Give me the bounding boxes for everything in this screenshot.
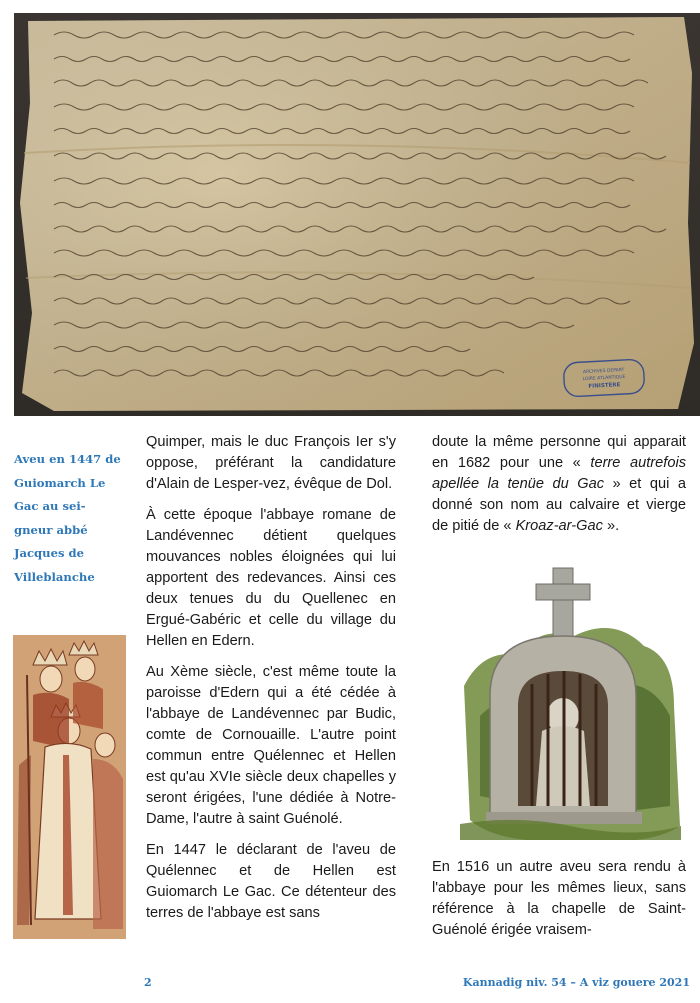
- caption-line: Villeblanche: [14, 569, 95, 584]
- text-run: » et qui a donné son nom au calvaire et vierge de pitié de «: [432, 476, 686, 534]
- stamp-line-2: LOIRE ATLANTIQUE: [582, 374, 626, 383]
- paragraph: Au Xème siècle, c'est même toute la paroisse d'Edern qui a été cédée à l'abbaye de Landévennec par Budic, comte de Cornouaille. L'autre point commun entre Quélennec et Hellen est qu'au XVIe siècle deux chapelles y seront érigées, l'une dédiée à Notre-Dame, l'autre à saint Guénolé.: [146, 664, 396, 827]
- fresco-image: [13, 635, 126, 939]
- caption-line: Aveu en 1447 de: [14, 452, 121, 466]
- text-column-middle: [146, 432, 396, 934]
- calvary-photo: [460, 566, 681, 840]
- stamp-line-1: ARCHIVES DEPART: [582, 367, 625, 376]
- quoted-title: Kroaz-ar-Gac: [515, 518, 603, 534]
- stamp-line-3: FINISTÈRE: [588, 382, 621, 390]
- text-run: doute la même personne qui apparait en 1682 pour une «: [432, 434, 686, 471]
- image-caption: [14, 448, 132, 589]
- text-run: ».: [602, 518, 620, 534]
- paragraph: À cette époque l'abbaye romane de Landévennec détient quelques mouvances nobles éloignées qui lui apportent des redevances. Ainsi ces deux tenues du du Quellenec en Ergué-Gabéric et celle du village du Hellen en Edern.: [146, 507, 396, 649]
- page-number: 2: [144, 976, 152, 989]
- paragraph: [432, 432, 686, 537]
- paragraph: Quimper, mais le duc François Ier s'y oppose, préférant la candidature d'Alain de Lesper-vez, évêque de Dol.: [146, 434, 396, 492]
- manuscript-photo: [14, 13, 700, 416]
- caption-line: Guiomarch Le: [14, 475, 106, 490]
- paragraph: En 1447 le déclarant de l'aveu de Quélennec et de Hellen est Guiomarch Le Gac. Ce détenteur des terres de l'abbaye est sans: [146, 842, 396, 921]
- quoted-title: terre autrefois apellée la tenüe du Gac: [432, 455, 686, 492]
- paragraph: En 1516 un autre aveu sera rendu à l'abbaye pour les mêmes lieux, sans référence à la chapelle de Saint-Guénolé érigée vraisem-: [432, 859, 686, 938]
- caption-line: gneur abbé: [14, 522, 88, 537]
- caption-line: Gac au sei-: [14, 499, 86, 513]
- caption-line: Jacques de: [14, 546, 85, 560]
- text-column-right-bottom: [432, 857, 686, 951]
- text-column-right: [432, 432, 686, 547]
- footer-publication-title: Kannadig niv. 54 – A viz gouere 2021: [462, 976, 690, 989]
